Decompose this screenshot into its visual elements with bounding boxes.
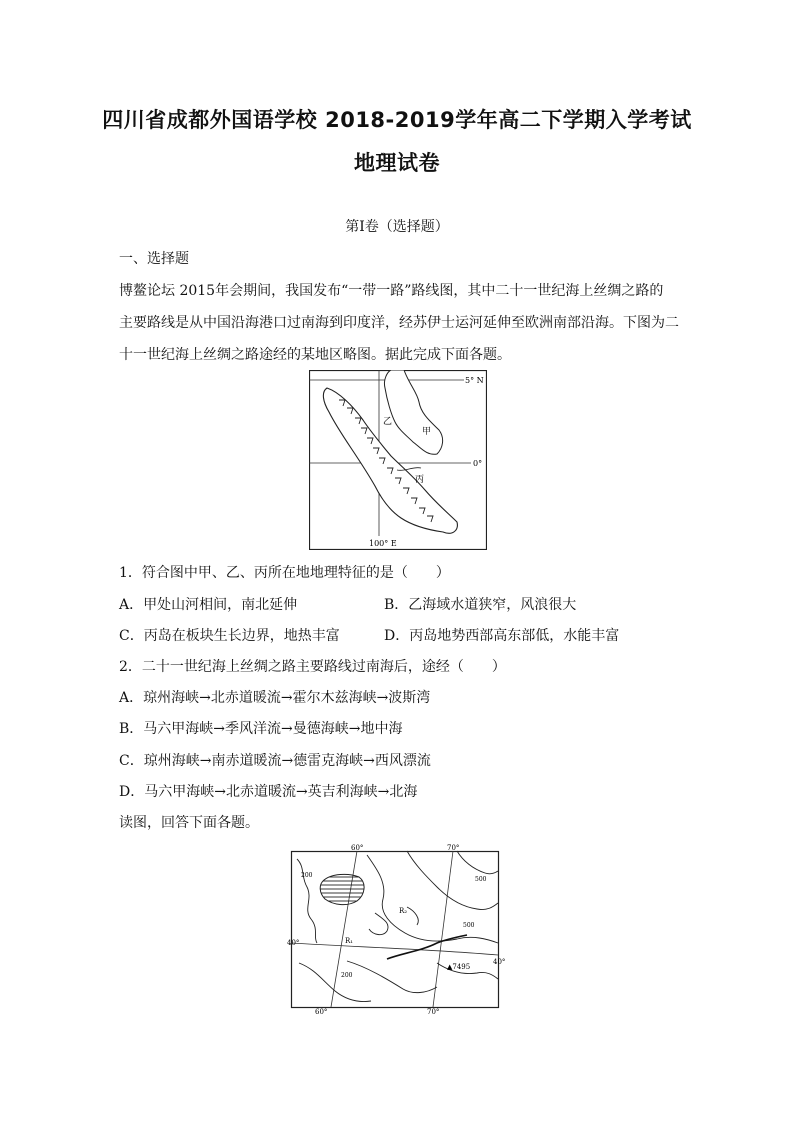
page-title-line-2: 地理试卷	[354, 151, 440, 175]
map2-lat-40-right-label: 40°	[493, 958, 506, 966]
intro-line-2: 主要路线是从中国沿海港口过南海到印度洋，经苏伊士运河延伸至欧洲南部沿海。下图为二	[119, 315, 679, 331]
map2-peak-label: ▲7495	[447, 963, 471, 971]
read-prompt: 读图，回答下面各题。	[119, 815, 259, 831]
question-2-option-d: D．马六甲海峡→北赤道暖流→英吉利海峡→北海	[119, 784, 418, 800]
question-1-stem: 1．符合图中甲、乙、丙所在地地理特征的是（ ）	[119, 565, 450, 581]
map1-label-bing: 丙	[415, 475, 425, 485]
question-2-option-a: A．琼州海峡→北赤道暖流→霍尔木兹海峡→波斯湾	[119, 690, 431, 706]
section-heading: 第Ⅰ卷（选择题）	[345, 219, 449, 235]
intro-line-3: 十一世纪海上丝绸之路途经的某地区略图。据此完成下面各题。	[119, 347, 511, 363]
map-sumatra	[309, 370, 487, 550]
map2-lon-70-bottom-label: 70°	[427, 1008, 440, 1015]
map2-lon-60-top-label: 60°	[351, 844, 364, 852]
question-1-option-c: C．丙岛在板块生长边界，地热丰富	[119, 628, 340, 644]
map2-contour-label-4: 500	[463, 922, 475, 929]
question-2-stem: 2．二十一世纪海上丝绸之路主要路线过南海后，途经（ ）	[119, 659, 506, 675]
map2-label-r2: R₂	[399, 907, 408, 915]
map2-lat-40-left-label: 40°	[287, 939, 300, 947]
map-region-contours	[287, 843, 509, 1015]
question-2-option-b: B．马六甲海峡→季风洋流→曼德海峡→地中海	[119, 721, 403, 737]
intro-line-1: 博鳌论坛 2015年会期间，我国发布“一带一路”路线图，其中二十一世纪海上丝绸之路的	[119, 283, 664, 299]
map1-lat-5n-label: 5° N	[465, 376, 484, 385]
page-title-line-1: 四川省成都外国语学校 2018-2019学年高二下学期入学考试	[102, 108, 692, 132]
question-1-option-b: B．乙海域水道狭窄，风浪很大	[384, 597, 577, 613]
map2-label-r1: R₁	[345, 937, 354, 945]
map2-contour-label-2: 500	[475, 876, 487, 883]
map1-label-jia: 甲	[422, 427, 432, 437]
map2-lon-60-bottom-label: 60°	[315, 1008, 328, 1015]
map2-lon-70-top-label: 70°	[447, 844, 460, 852]
part-heading: 一、选择题	[119, 251, 189, 267]
map2-contour-label-3: 200	[341, 972, 353, 979]
map1-lon-100e-label: 100° E	[369, 539, 397, 548]
question-1-option-a: A．甲处山河相间，南北延伸	[119, 597, 298, 613]
question-1-option-d: D．丙岛地势西部高东部低，水能丰富	[384, 628, 620, 644]
map1-label-yi: 乙	[383, 417, 393, 427]
map2-contour-label-1: 200	[301, 872, 313, 879]
question-2-option-c: C．琼州海峡→南赤道暖流→德雷克海峡→西风漂流	[119, 753, 431, 769]
map1-lat-0-label: 0°	[473, 459, 483, 468]
